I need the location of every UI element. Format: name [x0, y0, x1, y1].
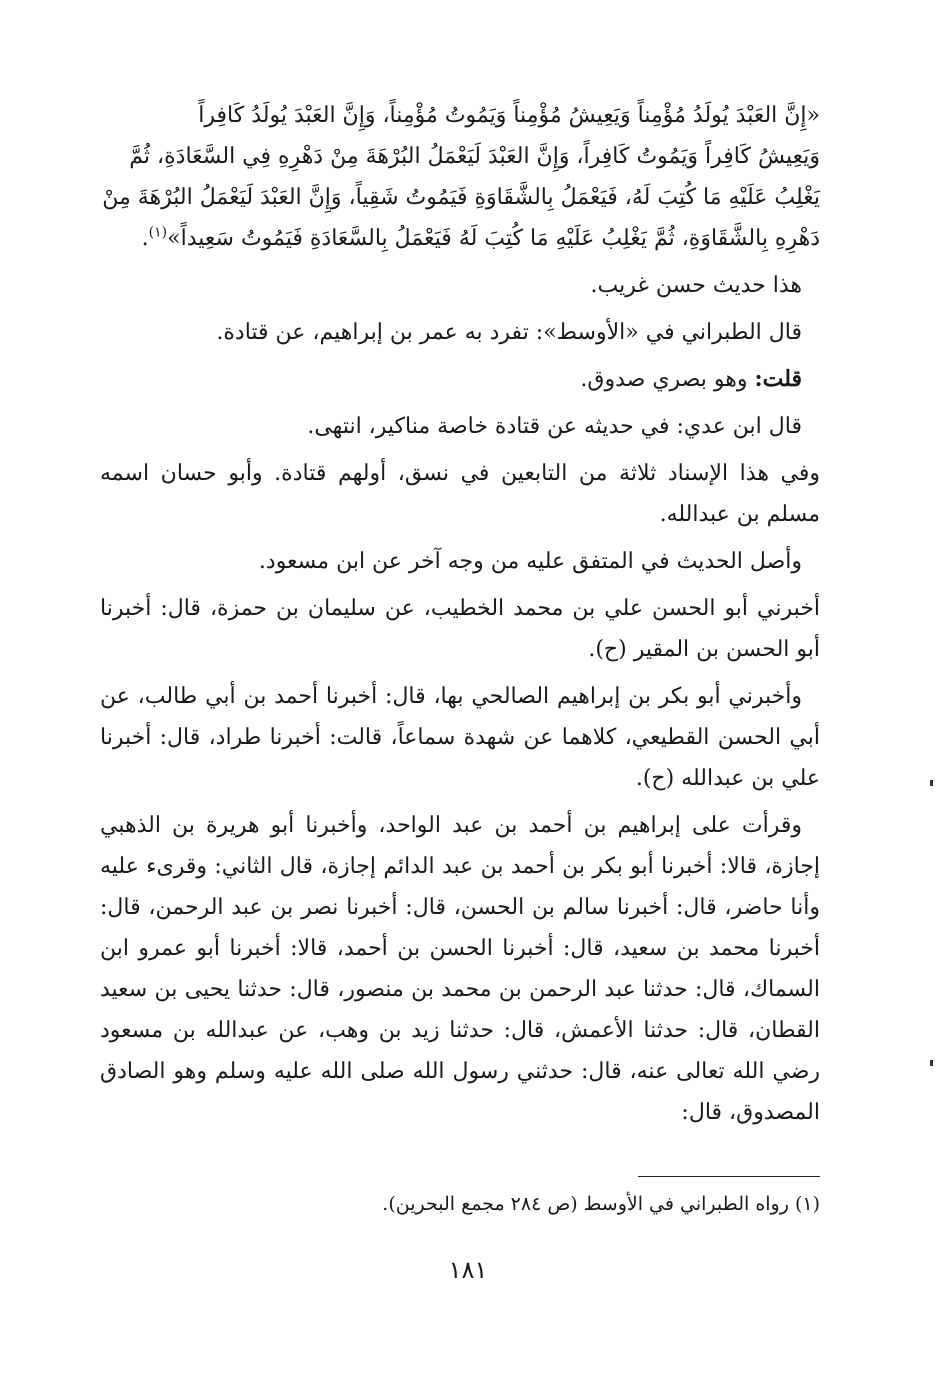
scan-edge-mark	[930, 780, 933, 786]
qultu-text: وهو بصري صدوق.	[580, 367, 755, 392]
paragraph-qultu	[100, 359, 820, 400]
hadith-quote	[100, 95, 820, 259]
footnote: (١) رواه الطبراني في الأوسط (ص ٢٨٤ مجمع البحرين).	[382, 1193, 820, 1215]
paragraph-chain-2: وأخبرني أبو بكر بن إبراهيم الصالحي بها، قال: أخبرنا أحمد بن أبي طالب، عن أبي الحسن القطيعي، كلاهما عن شهدة سماعاً، قالت: أخبرنا طراد، قال: أخبرنا علي بن عبدالله (ح).	[100, 684, 820, 791]
paragraph-ibn-adi: قال ابن عدي: في حديثه عن قتادة خاصة مناكير، انتهى.	[307, 414, 802, 439]
hadith-line: «إِنَّ العَبْدَ يُولَدُ مُؤْمِناً وَيَعِيشُ مُؤْمِناً وَيَمُوتُ مُؤْمِناً، وَإِنَّ العَبْدَ يُولَدُ كَافِراً	[198, 103, 820, 128]
footnote-separator	[638, 1176, 820, 1177]
page-body	[100, 95, 820, 1133]
hadith-line-text: دَهْرِهِ بِالشَّقَاوَةِ، ثُمَّ يَغْلِبُ عَلَيْهِ مَا كُتِبَ لَهُ فَيَعْمَلُ بِالسَّعَادَةِ فَيَمُوتُ سَعِيداً»	[167, 226, 820, 251]
hadith-end-period: .	[141, 226, 149, 251]
qultu-label: قلت:	[754, 366, 802, 392]
page-number: ١٨١	[448, 1256, 488, 1284]
paragraph-chain-3: وقرأت على إبراهيم بن أحمد بن عبد الواحد، وأخبرنا أبو هريرة بن الذهبي إجازة، قالا: أخبرنا أبو بكر بن أحمد بن عبد الدائم إجازة، قال الثاني: وقرىء عليه وأنا حاضر، قال: أخبرنا سالم بن الحسن، قال: أخبرنا نصر بن عبد الرحمن، قال: أخبرنا محمد بن سعيد، قال: أخبرنا الحسن بن أحمد، قالا: أخبرنا أبو عمرو ابن السماك، قال: حدثنا عبد الرحمن بن محمد بن منصور، قال: حدثنا يحيى بن سعيد القطان، قال: حدثنا الأعمش، قال: حدثنا زيد بن وهب، عن عبدالله بن مسعود رضي الله تعالى عنه، قال: حدثني رسول الله صلى الله عليه وسلم وهو الصادق المصدوق، قال:	[100, 813, 820, 1125]
footnote-reference[interactable]: (١)	[148, 224, 168, 241]
hadith-line: يَغْلِبُ عَلَيْهِ مَا كُتِبَ لَهُ، فَيَعْمَلُ بِالشَّقَاوَةِ فَيَمُوتُ شَقِياً، وَإِنَّ العَبْدَ لَيَعْمَلُ البُرْهَةَ مِنْ	[102, 185, 820, 210]
hadith-line: وَيَعِيشُ كَافِراً وَيَمُوتُ كَافِراً، وَإِنَّ العَبْدَ لَيَعْمَلُ البُرْهَةَ مِنْ دَهْرِهِ فِي السَّعَادَةِ، ثُمَّ	[129, 144, 820, 169]
scan-edge-mark	[930, 1060, 933, 1066]
hadith-line-last	[100, 218, 820, 259]
paragraph-tabarani: قال الطبراني في «الأوسط»: تفرد به عمر بن إبراهيم، عن قتادة.	[216, 320, 802, 345]
paragraph-grading: هذا حديث حسن غريب.	[590, 273, 802, 298]
paragraph-origin: وأصل الحديث في المتفق عليه من وجه آخر عن ابن مسعود.	[258, 549, 802, 574]
paragraph-chain-1: أخبرني أبو الحسن علي بن محمد الخطيب، عن سليمان بن حمزة، قال: أخبرنا أبو الحسن بن المقير (ح).	[100, 596, 820, 662]
paragraph-isnad-note: وفي هذا الإسناد ثلاثة من التابعين في نسق، أولهم قتادة. وأبو حسان اسمه مسلم بن عبدالله.	[100, 461, 820, 527]
